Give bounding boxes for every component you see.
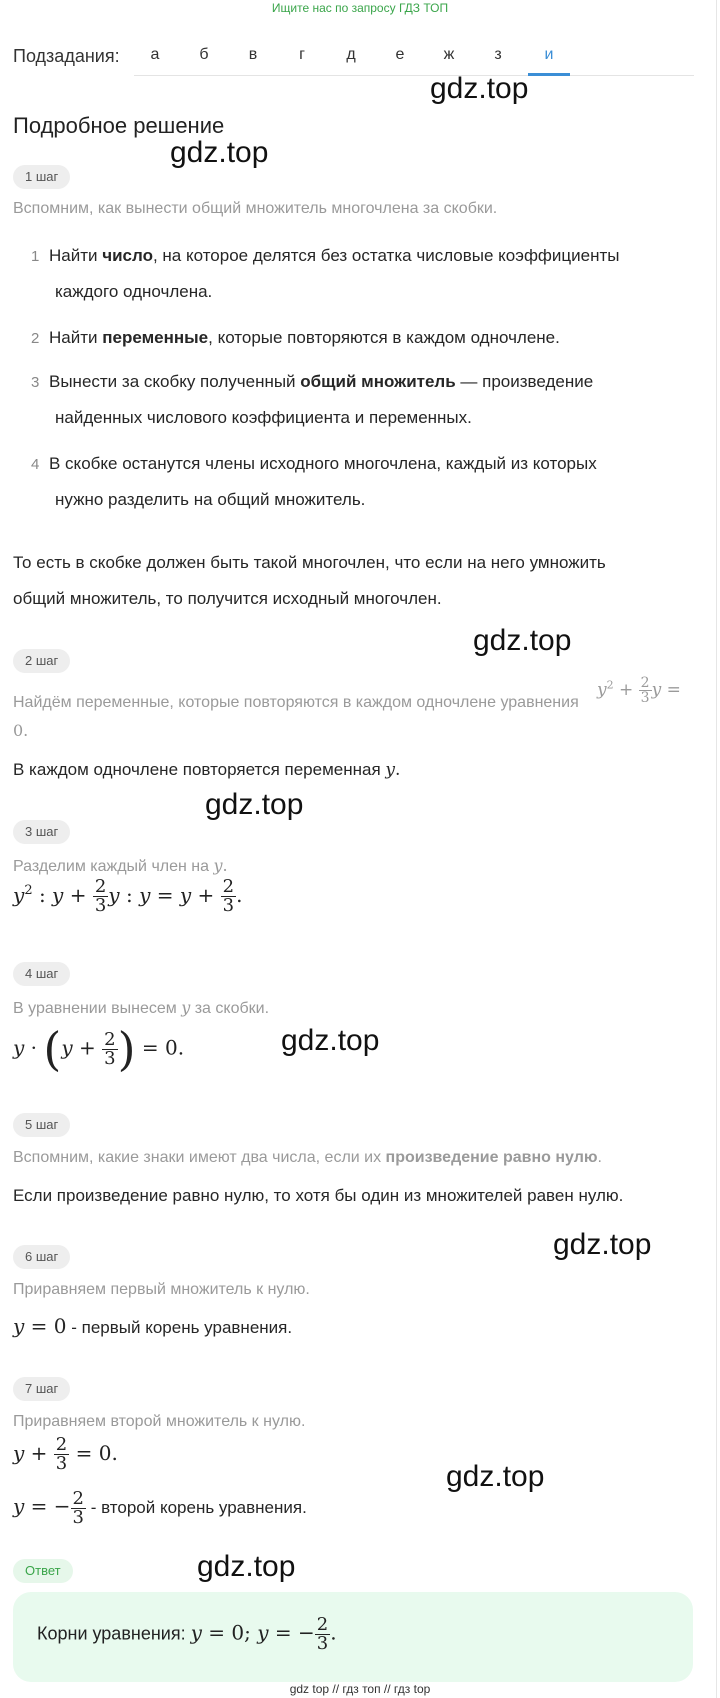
search-banner[interactable]: Ищите нас по запросу ГДЗ ТОП — [271, 1, 449, 15]
list-number: 1 — [31, 248, 40, 265]
step-intro: Приравняем первый множитель к нулю. — [13, 1281, 310, 1298]
tab-zh[interactable]: ж — [443, 46, 455, 63]
watermark: gdz.top — [553, 1228, 652, 1261]
tab-b[interactable]: б — [199, 46, 209, 63]
list-item-continuation: нужно разделить на общий множитель. — [55, 490, 366, 509]
step-text: y = − $\frac{2}{3}$ - второй корень уравнения. — [13, 1488, 307, 1528]
watermark: gdz.top — [281, 1024, 380, 1057]
summary-text: То есть в скобке должен быть такой многочлен, что если на него умножить — [13, 553, 606, 572]
list-number: 3 — [31, 374, 40, 391]
list-item: Найти число, на которое делятся без остатка числовые коэффициенты — [49, 246, 620, 265]
list-number: 2 — [31, 330, 40, 347]
equation: $y^2$ : y + $\frac{2}{3}$ y : y = y + $\frac{2}{3}$ . — [13, 876, 243, 916]
tab-i[interactable]: и — [544, 46, 554, 63]
answer-box — [13, 1592, 693, 1682]
active-tab-indicator — [528, 73, 570, 76]
step-text: В каждом одночлене повторяется переменная y. — [13, 760, 401, 780]
answer-text: Корни уравнения: y = 0; y = − $\frac{2}{3}$ . — [37, 1614, 337, 1654]
tab-a[interactable]: а — [150, 46, 160, 63]
list-item-continuation: каждого одночлена. — [55, 282, 213, 301]
watermark: gdz.top — [170, 136, 269, 169]
step-label: 6 шаг — [13, 1245, 70, 1269]
tab-v[interactable]: в — [248, 46, 258, 63]
divider — [716, 0, 717, 1698]
step-label: 3 шаг — [13, 820, 70, 844]
list-item: В скобке останутся члены исходного многочлена, каждый из которых — [49, 454, 597, 473]
step-label: 4 шаг — [13, 962, 70, 986]
list-item: Найти переменные, которые повторяются в каждом одночлене. — [49, 328, 560, 347]
footer-links[interactable]: gdz top // гдз топ // гдз top — [289, 1682, 431, 1696]
summary-text: общий множитель, то получится исходный многочлен. — [13, 589, 442, 608]
tab-z[interactable]: з — [494, 46, 502, 63]
step-intro: Найдём переменные, которые повторяются в каждом одночлене уравнения — [13, 694, 579, 711]
equation: $y^2$ + $\frac{2}{3}$ y = — [597, 675, 681, 706]
watermark: gdz.top — [205, 788, 304, 821]
list-item: Вынести за скобку полученный общий множитель — произведение — [49, 372, 594, 391]
watermark: gdz.top — [430, 72, 529, 105]
tab-e[interactable]: е — [395, 46, 405, 63]
answer-label: Ответ — [13, 1559, 73, 1583]
tab-d[interactable]: д — [346, 46, 356, 63]
step-label: 1 шаг — [13, 165, 70, 189]
step-intro: В уравнении вынесем y за скобки. — [13, 998, 270, 1017]
step-intro: Вспомним, какие знаки имеют два числа, если их произведение равно нулю. — [13, 1149, 602, 1166]
subtasks-label: Подзадания: — [13, 46, 120, 66]
list-item-continuation: найденных числового коэффициента и переменных. — [55, 408, 472, 427]
equation: y + $\frac{2}{3}$ = 0. — [13, 1434, 118, 1474]
list-number: 4 — [31, 456, 40, 473]
step-text: Если произведение равно нулю, то хотя бы один из множителей равен нулю. — [13, 1186, 624, 1205]
step-intro: Вспомним, как вынести общий множитель многочлена за скобки. — [13, 200, 498, 217]
watermark: gdz.top — [197, 1550, 296, 1583]
step-label: 7 шаг — [13, 1377, 70, 1401]
watermark: gdz.top — [446, 1460, 545, 1493]
tab-g[interactable]: г — [299, 46, 305, 63]
step-label: 5 шаг — [13, 1113, 70, 1137]
step-text: y = 0 - первый корень уравнения. — [13, 1314, 293, 1338]
subtask-tabs — [134, 36, 694, 76]
page-title: Подробное решение — [13, 113, 225, 138]
watermark: gdz.top — [473, 624, 572, 657]
step-intro: Приравняем второй множитель к нулю. — [13, 1413, 306, 1430]
step-label: 2 шаг — [13, 649, 70, 673]
step-intro: Разделим каждый член на y. — [13, 856, 228, 875]
equation: y · (y + $\frac{2}{3}$ ) = 0. — [13, 1022, 185, 1076]
equation-tail: 0. — [13, 721, 29, 740]
